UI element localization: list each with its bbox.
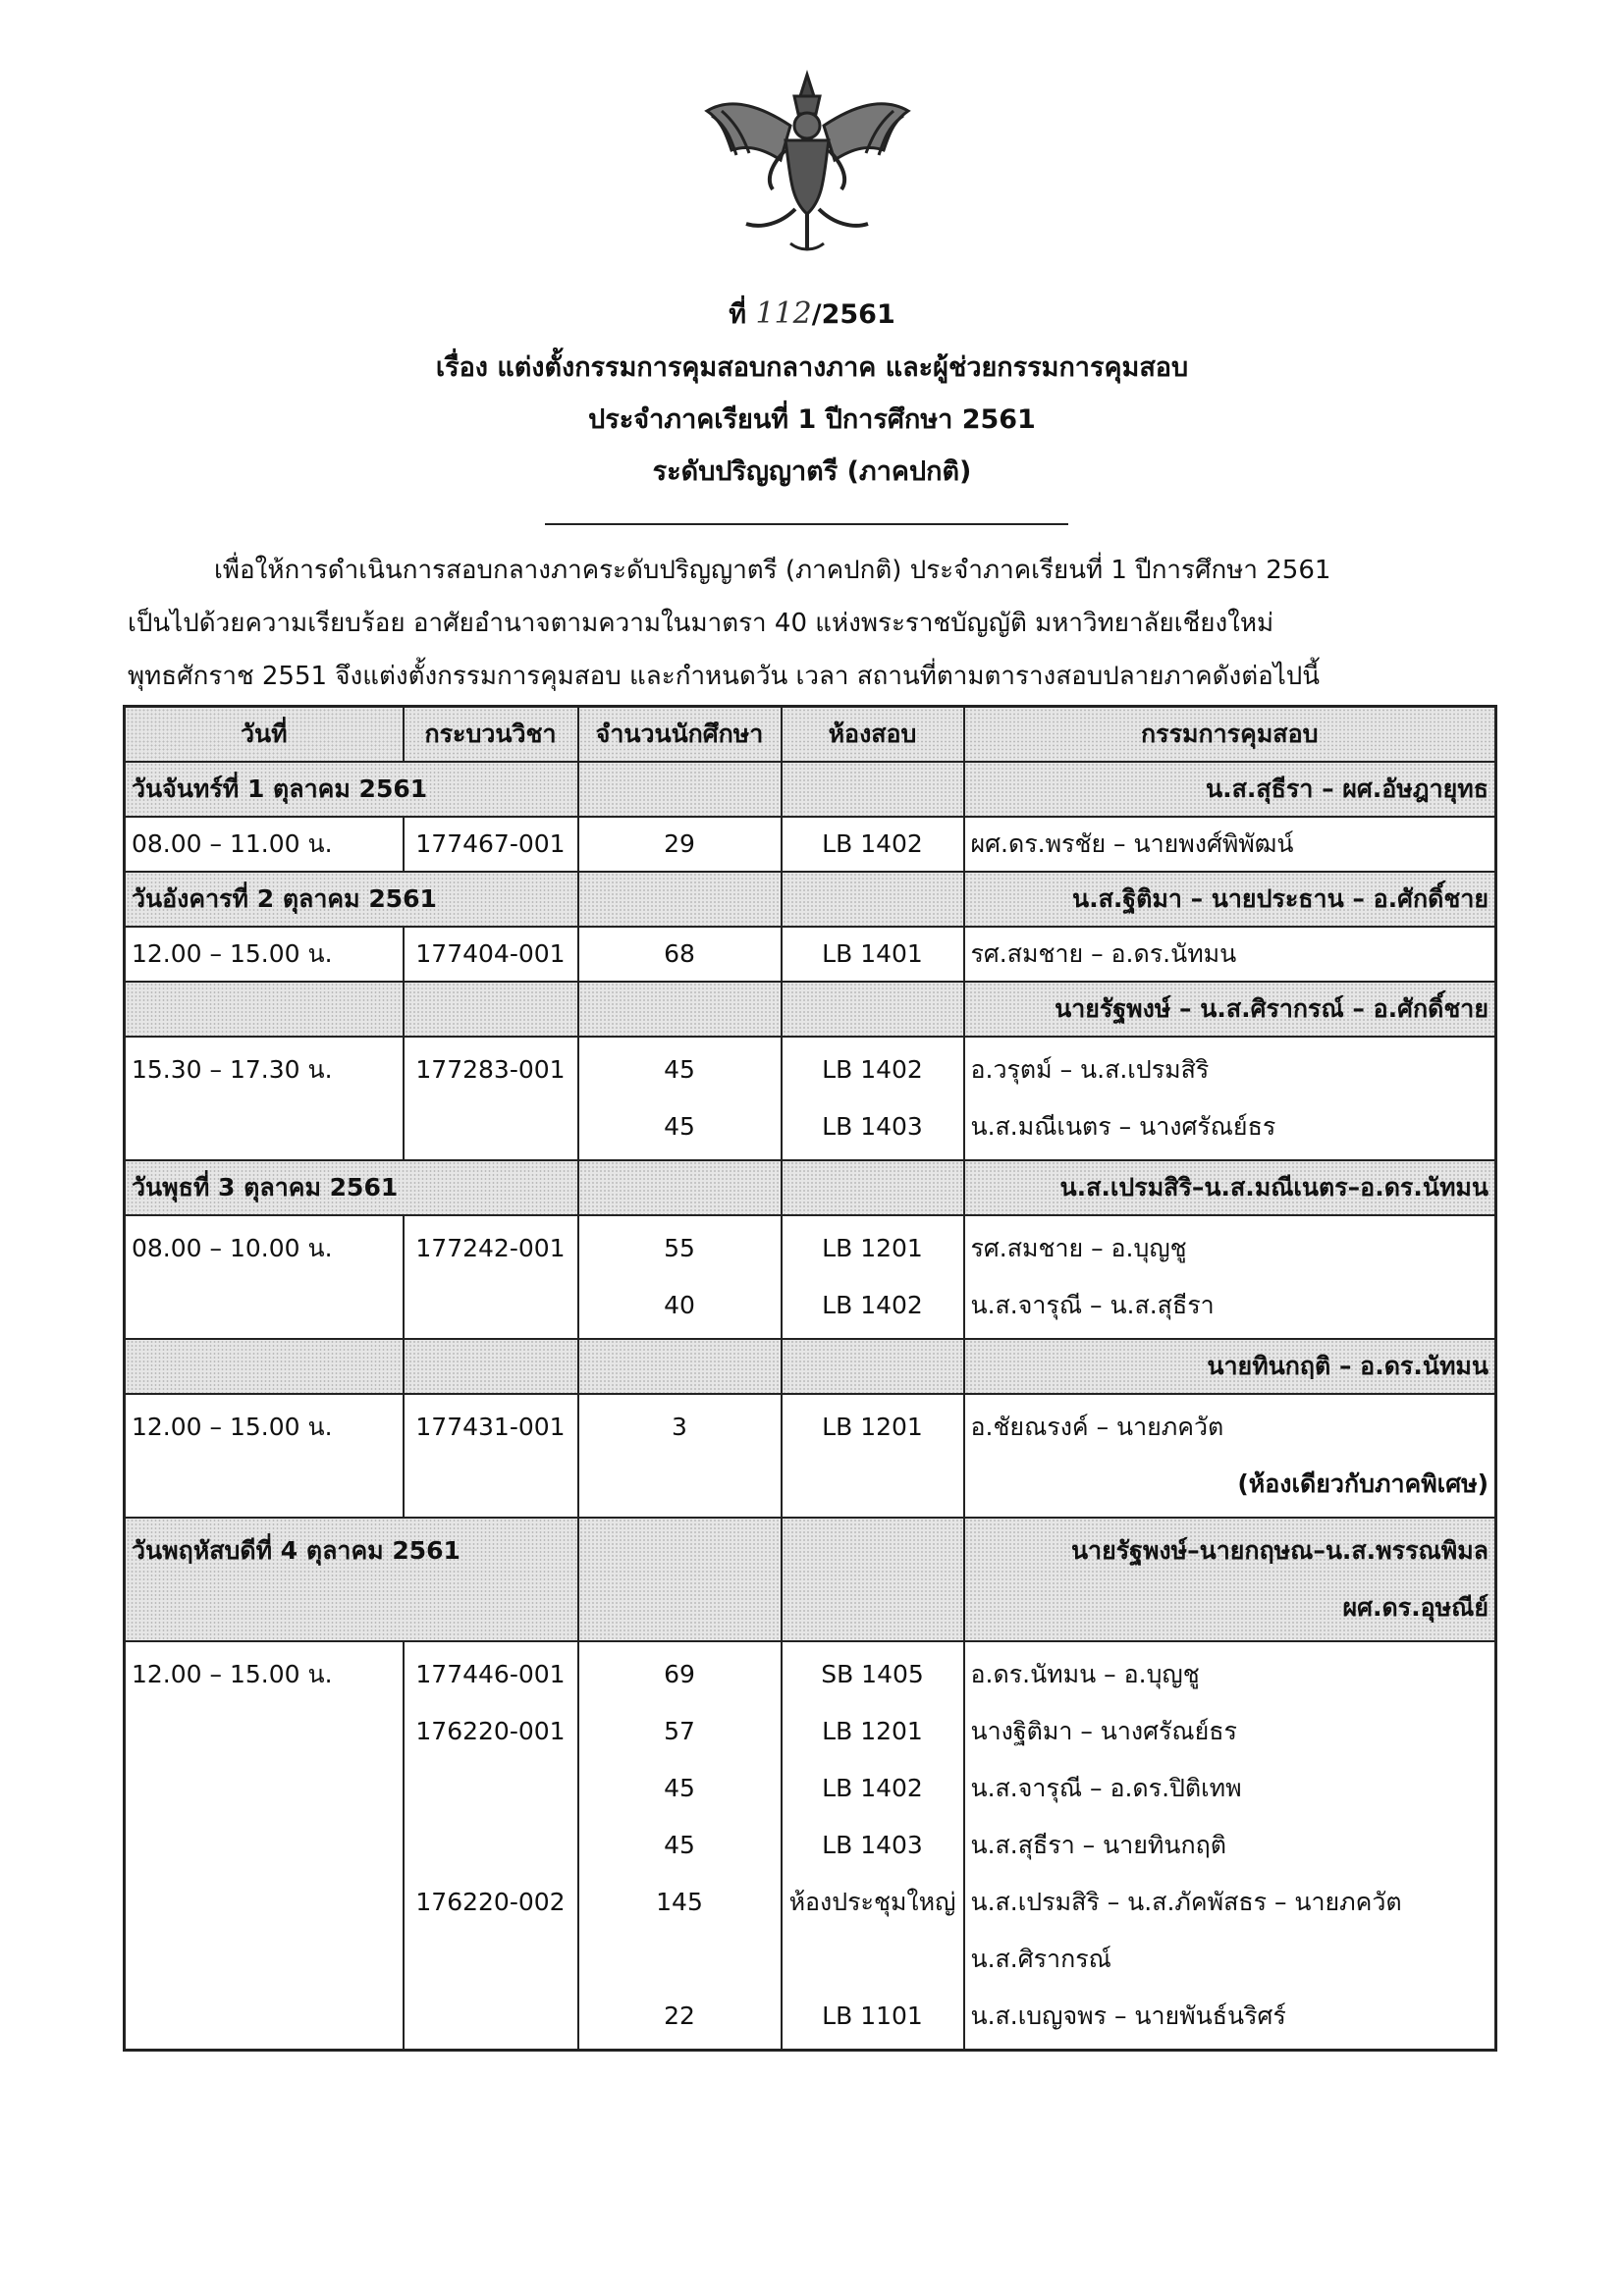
exam-room-cell [782, 1215, 964, 1339]
day-date: วันอังคารที่ 2 ตุลาคม 2561 [125, 872, 578, 927]
exam-room: LB 1401 [782, 927, 964, 982]
exam-time-cell [125, 1215, 404, 1339]
committee-cell [964, 1037, 1496, 1160]
shaded-empty [782, 982, 964, 1037]
student-count: 68 [578, 927, 782, 982]
exam-time-cell [125, 1394, 404, 1518]
course-code: 177242-001 [415, 1234, 566, 1262]
course-code: 176220-001 [415, 1717, 566, 1745]
committee: น.ส.ศิรากรณ์ [970, 1945, 1111, 1973]
exam-room: LB 1403 [822, 1112, 923, 1141]
committee: น.ส.สุธีรา – นายทินกฤติ [970, 1831, 1226, 1859]
exam-room: LB 1402 [782, 817, 964, 872]
header-course: กระบวนวิชา [404, 707, 578, 763]
doc-number-prefix: ที่ [729, 299, 747, 330]
committee: น.ส.มณีเนตร – นางศรัณย์ธร [970, 1112, 1276, 1141]
day-supervisors-cell [964, 1518, 1496, 1641]
course-code: 176220-002 [415, 1888, 566, 1916]
day-supervisors: ผศ.ดร.อุษณีย์ [1342, 1593, 1489, 1622]
course-code: 177446-001 [415, 1660, 566, 1688]
exam-room: LB 1402 [822, 1055, 923, 1084]
header-student-count: จำนวนนักศึกษา [578, 707, 782, 763]
course-code: 177431-001 [415, 1413, 566, 1441]
subject-line: เรื่อง แต่งตั้งกรรมการคุมสอบกลางภาค และผู้ช่วยกรรมการคุมสอบ [435, 352, 1189, 383]
day-row [125, 872, 1496, 927]
room-note: (ห้องเดียวกับภาคพิเศษ) [1237, 1469, 1489, 1498]
student-count [585, 1931, 775, 1988]
table-row [125, 1215, 1496, 1339]
student-count: 22 [664, 2002, 695, 2030]
exam-room: SB 1405 [821, 1660, 924, 1688]
level-line: ระดับปริญญาตรี (ภาคปกติ) [652, 456, 972, 487]
day-supervisors: นายรัฐพงษ์ – น.ส.ศิรากรณ์ – อ.ศักดิ์ชาย [964, 982, 1496, 1037]
course-code-cell [404, 1037, 578, 1160]
exam-time: 12.00 – 15.00 น. [125, 927, 404, 982]
supervisor-row [125, 982, 1496, 1037]
table-row [125, 1037, 1496, 1160]
day-empty [782, 1518, 964, 1641]
exam-room: LB 1201 [822, 1717, 923, 1745]
day-empty [578, 762, 782, 817]
committee-cell [964, 1215, 1496, 1339]
course-code-cell [404, 1215, 578, 1339]
document-number [0, 293, 1624, 335]
committee: อ.วรุตม์ – น.ส.เปรมสิริ [970, 1055, 1210, 1084]
student-count-cell [578, 1037, 782, 1160]
table-header-row [125, 707, 1496, 763]
exam-time: 08.00 – 11.00 น. [125, 817, 404, 872]
header-room: ห้องสอบ [782, 707, 964, 763]
shaded-empty [782, 1339, 964, 1394]
supervisor-row [125, 1339, 1496, 1394]
day-supervisors: นายทินกฤติ – อ.ดร.นัทมน [964, 1339, 1496, 1394]
title-divider [545, 523, 1068, 525]
exam-room [788, 1931, 957, 1988]
paragraph-line-1: เพื่อให้การดำเนินการสอบกลางภาคระดับปริญญาตรี (ภาคปกติ) ประจำภาคเรียนที่ 1 ปีการศึกษา 2561 [214, 556, 1331, 585]
student-count: 29 [578, 817, 782, 872]
garuda-emblem-icon [692, 67, 923, 258]
course-code [410, 1931, 571, 1988]
exam-room: ห้องประชุมใหญ่ [788, 1888, 956, 1916]
day-empty [782, 762, 964, 817]
day-date: วันพุธที่ 3 ตุลาคม 2561 [125, 1160, 578, 1215]
header-date: วันที่ [125, 707, 404, 763]
day-row [125, 762, 1496, 817]
student-count: 55 [664, 1234, 695, 1262]
doc-number-suffix: /2561 [811, 299, 895, 330]
student-count-cell [578, 1394, 782, 1518]
student-count-cell [578, 1215, 782, 1339]
committee: น.ส.จารุณี – อ.ดร.ปิติเทพ [970, 1774, 1242, 1802]
committee: น.ส.เบญจพร – นายพันธ์นริศร์ [970, 2002, 1286, 2030]
day-empty [578, 1160, 782, 1215]
exam-time: 15.30 – 17.30 น. [132, 1055, 333, 1084]
committee: อ.ชัยณรงค์ – นายภควัต [970, 1413, 1224, 1441]
exam-room: LB 1402 [822, 1774, 923, 1802]
paragraph-line-3: พุทธศักราช 2551 จึงแต่งตั้งกรรมการคุมสอบ และกำหนดวัน เวลา สถานที่ตามตารางสอบปลายภาคดังต่อไปนี้ [128, 662, 1321, 691]
day-supervisors: นายรัฐพงษ์–นายกฤษณ–น.ส.พรรณพิมล [1070, 1536, 1489, 1565]
day-date: วันจันทร์ที่ 1 ตุลาคม 2561 [125, 762, 578, 817]
exam-schedule-table [123, 705, 1497, 2052]
course-code-cell [404, 1394, 578, 1518]
exam-room-cell [782, 1037, 964, 1160]
committee: น.ส.เปรมสิริ – น.ส.ภัคพัสธร – นายภควัต [970, 1888, 1402, 1916]
course-code: 177283-001 [415, 1055, 566, 1084]
course-code-cell [404, 1641, 578, 2051]
exam-time: 12.00 – 15.00 น. [132, 1660, 333, 1688]
student-count: 45 [664, 1774, 695, 1802]
day-row [125, 1518, 1496, 1641]
student-count-cell [578, 1641, 782, 2051]
day-date-cell [125, 1518, 578, 1641]
exam-room: LB 1101 [822, 2002, 923, 2030]
committee: น.ส.จารุณี – น.ส.สุธีรา [970, 1291, 1215, 1319]
committee-cell [964, 1641, 1496, 2051]
exam-room: LB 1403 [822, 1831, 923, 1859]
student-count: 3 [672, 1413, 687, 1441]
course-code: 177404-001 [404, 927, 578, 982]
day-empty [782, 1160, 964, 1215]
committee: รศ.สมชาย – อ.บุญชู [970, 1234, 1187, 1262]
shaded-empty [125, 1339, 404, 1394]
course-code [410, 1817, 571, 1874]
exam-room: LB 1402 [822, 1291, 923, 1319]
table-row [125, 1394, 1496, 1518]
committee: ผศ.ดร.พรชัย – นายพงศ์พิพัฒน์ [964, 817, 1496, 872]
day-date: วันพฤหัสบดีที่ 4 ตุลาคม 2561 [132, 1536, 460, 1565]
exam-time-cell [125, 1037, 404, 1160]
exam-room-cell [782, 1641, 964, 2051]
committee-cell [964, 1394, 1496, 1518]
exam-time: 08.00 – 10.00 น. [132, 1234, 333, 1262]
shaded-empty [404, 1339, 578, 1394]
header-committee: กรรมการคุมสอบ [964, 707, 1496, 763]
committee: นางฐิติมา – นางศรัณย์ธร [970, 1717, 1237, 1745]
table-row [125, 927, 1496, 982]
table-row [125, 817, 1496, 872]
course-code: 177467-001 [404, 817, 578, 872]
shaded-empty [125, 982, 404, 1037]
exam-room-cell [782, 1394, 964, 1518]
table-row [125, 1641, 1496, 2051]
exam-room: LB 1201 [822, 1413, 923, 1441]
day-supervisors: น.ส.เปรมสิริ–น.ส.มณีเนตร–อ.ดร.นัทมน [964, 1160, 1496, 1215]
day-empty [782, 872, 964, 927]
shaded-empty [578, 982, 782, 1037]
course-code [410, 1988, 571, 2045]
student-count: 45 [664, 1831, 695, 1859]
student-count: 45 [664, 1112, 695, 1141]
student-count: 69 [664, 1660, 695, 1688]
shaded-empty [578, 1339, 782, 1394]
student-count: 145 [656, 1888, 703, 1916]
exam-room: LB 1201 [822, 1234, 923, 1262]
student-count: 45 [664, 1055, 695, 1084]
term-line: ประจำภาคเรียนที่ 1 ปีการศึกษา 2561 [588, 404, 1036, 435]
day-supervisors: น.ส.ฐิติมา – นายประธาน – อ.ศักดิ์ชาย [964, 872, 1496, 927]
exam-time-cell [125, 1641, 404, 2051]
doc-number-handwritten: 112 [755, 296, 812, 331]
paragraph-line-2: เป็นไปด้วยความเรียบร้อย อาศัยอำนาจตามความในมาตรา 40 แห่งพระราชบัญญัติ มหาวิทยาลัยเชียงใหม่ [128, 609, 1274, 638]
exam-time: 12.00 – 15.00 น. [132, 1413, 333, 1441]
day-row [125, 1160, 1496, 1215]
committee: รศ.สมชาย – อ.ดร.นัทมน [964, 927, 1496, 982]
day-supervisors: น.ส.สุธีรา – ผศ.อัษฎายุทธ [964, 762, 1496, 817]
student-count: 57 [664, 1717, 695, 1745]
shaded-empty [404, 982, 578, 1037]
day-empty [578, 872, 782, 927]
committee: อ.ดร.นัทมน – อ.บุญชู [970, 1660, 1200, 1688]
day-date-spacer [132, 1579, 571, 1636]
student-count: 40 [664, 1291, 695, 1319]
day-empty [578, 1518, 782, 1641]
course-code [410, 1760, 571, 1817]
